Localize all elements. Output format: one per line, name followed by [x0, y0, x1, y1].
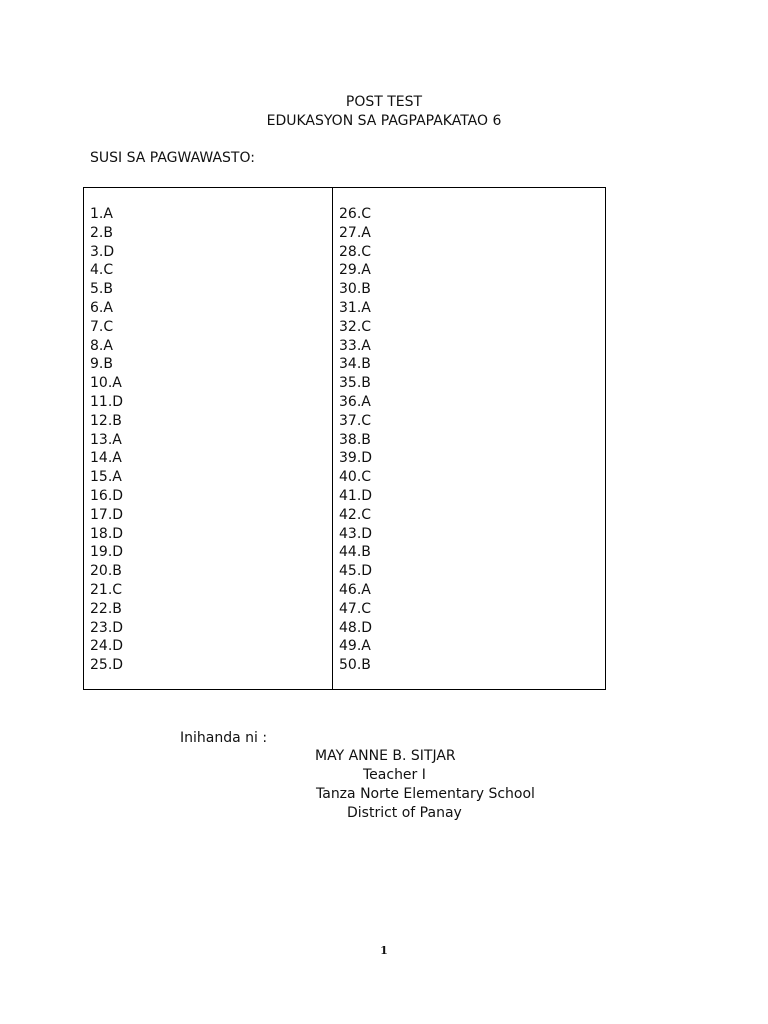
answer-item: 41.D — [339, 487, 373, 504]
answer-item: 20.B — [90, 563, 122, 580]
answer-item: 9.B — [90, 356, 113, 373]
district-name: District of Panay — [347, 805, 462, 821]
answer-item: 46.A — [339, 581, 371, 598]
answer-column-left — [90, 205, 123, 675]
answer-item: 13.A — [90, 431, 122, 448]
page-number: 1 — [380, 944, 388, 957]
answer-item: 38.B — [339, 431, 371, 448]
answer-item: 40.C — [339, 469, 372, 486]
answer-item: 49.A — [339, 638, 371, 655]
answer-item: 10.A — [90, 375, 122, 392]
answer-item: 16.D — [90, 487, 124, 504]
preparer-name: MAY ANNE B. SITJAR — [315, 748, 456, 764]
answer-item: 4.C — [90, 262, 114, 279]
answer-item: 48.D — [339, 619, 373, 636]
answer-item: 14.A — [90, 450, 122, 467]
document-title: POST TEST — [345, 94, 423, 110]
answer-item: 3.D — [90, 243, 115, 260]
answer-item: 37.C — [339, 412, 372, 429]
answer-item: 36.A — [339, 393, 371, 410]
answer-item: 22.B — [90, 600, 122, 617]
answer-item: 27.A — [339, 224, 371, 241]
answer-item: 31.A — [339, 299, 371, 316]
answer-item: 11.D — [90, 393, 124, 410]
document-subtitle: EDUKASYON SA PAGPAPAKATAO 6 — [266, 113, 502, 129]
answer-item: 1.A — [90, 206, 113, 222]
answer-item: 44.B — [339, 544, 371, 561]
answer-item: 34.B — [339, 356, 371, 373]
answer-item: 24.D — [90, 638, 124, 655]
answer-item: 35.B — [339, 375, 371, 392]
answer-item: 33.A — [339, 337, 371, 354]
answer-item: 26.C — [339, 206, 372, 222]
answer-item: 32.C — [339, 318, 372, 335]
preparer-position: Teacher I — [363, 767, 426, 783]
answer-item: 15.A — [90, 469, 122, 486]
answer-item: 19.D — [90, 544, 124, 561]
answer-item: 8.A — [90, 337, 113, 354]
answer-item: 50.B — [339, 657, 371, 674]
answer-item: 25.D — [90, 657, 124, 674]
answer-item: 2.B — [90, 224, 113, 241]
prepared-by-label: Inihanda ni : — [180, 730, 268, 746]
answer-item: 6.A — [90, 299, 113, 316]
school-name: Tanza Norte Elementary School — [316, 786, 535, 802]
answer-item: 28.C — [339, 243, 372, 260]
answer-item: 7.C — [90, 318, 114, 335]
answer-item: 45.D — [339, 563, 373, 580]
column-divider — [332, 188, 333, 689]
answer-item: 17.D — [90, 506, 124, 523]
answer-key-label: SUSI SA PAGWAWASTO: — [90, 150, 255, 166]
answer-item: 30.B — [339, 281, 371, 298]
answer-key-table — [83, 187, 606, 690]
answer-item: 42.C — [339, 506, 372, 523]
answer-item: 18.D — [90, 525, 124, 542]
answer-item: 47.C — [339, 600, 372, 617]
answer-item: 39.D — [339, 450, 373, 467]
answer-item: 29.A — [339, 262, 371, 279]
answer-item: 43.D — [339, 525, 373, 542]
answer-item: 21.C — [90, 581, 123, 598]
answer-column-right — [339, 205, 372, 675]
answer-item: 5.B — [90, 281, 113, 298]
answer-item: 23.D — [90, 619, 124, 636]
answer-item: 12.B — [90, 412, 122, 429]
